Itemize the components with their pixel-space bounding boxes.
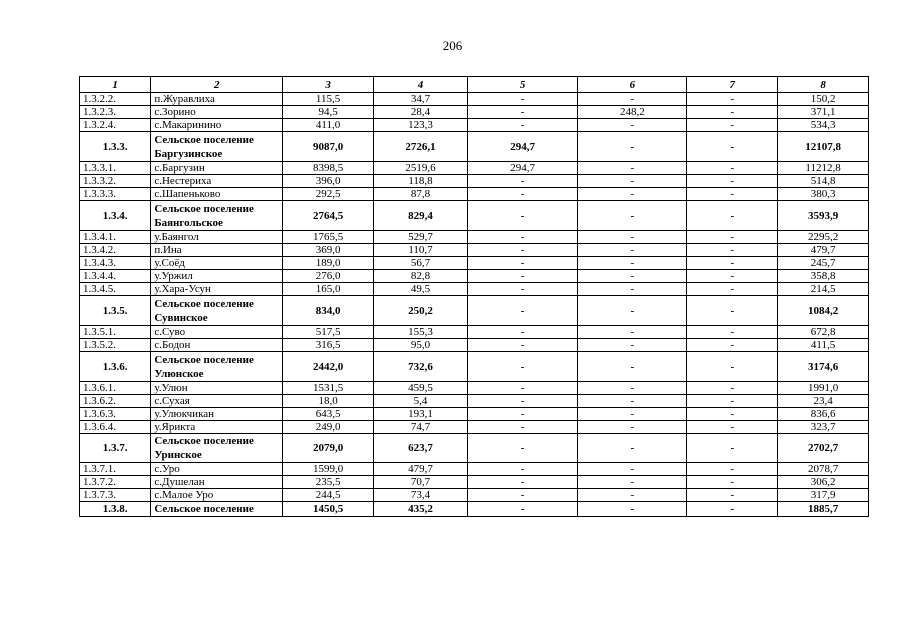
value-cell: - <box>578 421 687 434</box>
value-cell: - <box>578 434 687 463</box>
value-cell: 110,7 <box>373 244 467 257</box>
settlement-group-row <box>80 132 869 162</box>
code-cell: 1.3.2.2. <box>80 93 151 106</box>
name-cell: п.Ина <box>151 244 283 257</box>
value-cell: 317,9 <box>778 489 869 502</box>
value-cell: - <box>468 408 578 421</box>
table-row <box>80 395 869 408</box>
value-cell: - <box>578 175 687 188</box>
value-cell: - <box>687 463 778 476</box>
code-cell: 1.3.3.1. <box>80 162 151 175</box>
value-cell: 189,0 <box>283 257 374 270</box>
value-cell: - <box>468 339 578 352</box>
table-row <box>80 421 869 434</box>
header-cell: 8 <box>778 77 869 93</box>
settlement-group-row <box>80 352 869 382</box>
table-row <box>80 382 869 395</box>
code-cell: 1.3.5. <box>80 296 151 326</box>
code-cell: 1.3.3.3. <box>80 188 151 201</box>
value-cell: 479,7 <box>778 244 869 257</box>
value-cell: 732,6 <box>373 352 467 382</box>
value-cell: 94,5 <box>283 106 374 119</box>
value-cell: - <box>687 296 778 326</box>
value-cell: - <box>468 283 578 296</box>
page-number: 206 <box>442 38 463 53</box>
value-cell: - <box>578 162 687 175</box>
value-cell: - <box>687 93 778 106</box>
value-cell: - <box>468 463 578 476</box>
value-cell: 193,1 <box>373 408 467 421</box>
value-cell: 435,2 <box>373 502 467 517</box>
header-cell: 5 <box>468 77 578 93</box>
value-cell: 34,7 <box>373 93 467 106</box>
value-cell: - <box>578 132 687 162</box>
value-cell: 150,2 <box>778 93 869 106</box>
code-cell: 1.3.6.3. <box>80 408 151 421</box>
value-cell: 95,0 <box>373 339 467 352</box>
value-cell: - <box>687 434 778 463</box>
code-cell: 1.3.7. <box>80 434 151 463</box>
settlement-group-row <box>80 201 869 231</box>
value-cell: - <box>687 270 778 283</box>
value-cell: - <box>578 93 687 106</box>
table-row <box>80 270 869 283</box>
value-cell: 380,3 <box>778 188 869 201</box>
value-cell: 49,5 <box>373 283 467 296</box>
name-cell: у.Уржил <box>151 270 283 283</box>
value-cell: 1991,0 <box>778 382 869 395</box>
value-cell: 18,0 <box>283 395 374 408</box>
value-cell: 672,8 <box>778 326 869 339</box>
name-cell: у.Баянгол <box>151 231 283 244</box>
value-cell: - <box>687 132 778 162</box>
value-cell: 165,0 <box>283 283 374 296</box>
name-cell: с.Сухая <box>151 395 283 408</box>
value-cell: - <box>578 352 687 382</box>
value-cell: 2764,5 <box>283 201 374 231</box>
settlement-group-row <box>80 296 869 326</box>
value-cell: - <box>578 231 687 244</box>
value-cell: 250,2 <box>373 296 467 326</box>
value-cell: 115,5 <box>283 93 374 106</box>
value-cell: 56,7 <box>373 257 467 270</box>
table-row <box>80 162 869 175</box>
value-cell: 459,5 <box>373 382 467 395</box>
value-cell: 836,6 <box>778 408 869 421</box>
value-cell: 358,8 <box>778 270 869 283</box>
table-row <box>80 283 869 296</box>
value-cell: - <box>687 175 778 188</box>
value-cell: 411,5 <box>778 339 869 352</box>
value-cell: 294,7 <box>468 162 578 175</box>
code-cell: 1.3.4. <box>80 201 151 231</box>
name-cell: с.Малое Уро <box>151 489 283 502</box>
value-cell: - <box>687 489 778 502</box>
value-cell: - <box>687 188 778 201</box>
name-cell: у.Ярикта <box>151 421 283 434</box>
value-cell: 396,0 <box>283 175 374 188</box>
code-cell: 1.3.4.5. <box>80 283 151 296</box>
table-row <box>80 175 869 188</box>
value-cell: - <box>468 382 578 395</box>
value-cell: 9087,0 <box>283 132 374 162</box>
value-cell: - <box>687 257 778 270</box>
value-cell: 244,5 <box>283 489 374 502</box>
value-cell: 74,7 <box>373 421 467 434</box>
value-cell: 5,4 <box>373 395 467 408</box>
value-cell: - <box>687 395 778 408</box>
value-cell: 829,4 <box>373 201 467 231</box>
name-cell: с.Бодон <box>151 339 283 352</box>
code-cell: 1.3.6.2. <box>80 395 151 408</box>
value-cell: 73,4 <box>373 489 467 502</box>
value-cell: - <box>468 231 578 244</box>
value-cell: - <box>468 476 578 489</box>
value-cell: - <box>468 502 578 517</box>
value-cell: 8398,5 <box>283 162 374 175</box>
value-cell: 517,5 <box>283 326 374 339</box>
value-cell: 2079,0 <box>283 434 374 463</box>
value-cell: 1599,0 <box>283 463 374 476</box>
value-cell: - <box>687 421 778 434</box>
name-cell: у.Улюкчикан <box>151 408 283 421</box>
code-cell: 1.3.7.3. <box>80 489 151 502</box>
value-cell: - <box>578 244 687 257</box>
value-cell: 123,3 <box>373 119 467 132</box>
table-row <box>80 489 869 502</box>
name-cell: с.Нестериха <box>151 175 283 188</box>
value-cell: - <box>468 395 578 408</box>
value-cell: - <box>468 175 578 188</box>
value-cell: 2295,2 <box>778 231 869 244</box>
value-cell: - <box>578 257 687 270</box>
value-cell: 82,8 <box>373 270 467 283</box>
value-cell: - <box>468 421 578 434</box>
value-cell: - <box>468 326 578 339</box>
value-cell: 70,7 <box>373 476 467 489</box>
name-cell: п.Журавлиха <box>151 93 283 106</box>
value-cell: 23,4 <box>778 395 869 408</box>
header-cell: 1 <box>80 77 151 93</box>
value-cell: - <box>578 270 687 283</box>
table-row <box>80 257 869 270</box>
value-cell: - <box>687 339 778 352</box>
value-cell: - <box>468 119 578 132</box>
value-cell: 1765,5 <box>283 231 374 244</box>
value-cell: - <box>578 339 687 352</box>
code-cell: 1.3.4.3. <box>80 257 151 270</box>
value-cell: 276,0 <box>283 270 374 283</box>
table-row <box>80 106 869 119</box>
value-cell: 248,2 <box>578 106 687 119</box>
table-row <box>80 326 869 339</box>
value-cell: - <box>687 119 778 132</box>
value-cell: 323,7 <box>778 421 869 434</box>
code-cell: 1.3.4.4. <box>80 270 151 283</box>
value-cell: 643,5 <box>283 408 374 421</box>
name-cell: Сельское поселение Улюнское <box>151 352 283 382</box>
value-cell: - <box>578 395 687 408</box>
table-row <box>80 463 869 476</box>
value-cell: 1885,7 <box>778 502 869 517</box>
value-cell: 12107,8 <box>778 132 869 162</box>
code-cell: 1.3.2.4. <box>80 119 151 132</box>
code-cell: 1.3.4.2. <box>80 244 151 257</box>
code-cell: 1.3.8. <box>80 502 151 517</box>
value-cell: - <box>687 283 778 296</box>
name-cell: с.Суво <box>151 326 283 339</box>
value-cell: - <box>578 283 687 296</box>
name-cell: Сельское поселение Сувинское <box>151 296 283 326</box>
value-cell: 369,0 <box>283 244 374 257</box>
code-cell: 1.3.2.3. <box>80 106 151 119</box>
value-cell: - <box>468 352 578 382</box>
value-cell: - <box>687 231 778 244</box>
value-cell: - <box>468 201 578 231</box>
value-cell: - <box>578 476 687 489</box>
value-cell: - <box>687 476 778 489</box>
settlement-group-row <box>80 434 869 463</box>
name-cell: у.Хара-Усун <box>151 283 283 296</box>
value-cell: 316,5 <box>283 339 374 352</box>
code-cell: 1.3.6.1. <box>80 382 151 395</box>
value-cell: - <box>578 201 687 231</box>
value-cell: - <box>468 93 578 106</box>
value-cell: - <box>468 106 578 119</box>
value-cell: 11212,8 <box>778 162 869 175</box>
name-cell: Сельское поселение Баргузинское <box>151 132 283 162</box>
value-cell: 534,3 <box>778 119 869 132</box>
table-row <box>80 188 869 201</box>
value-cell: 2726,1 <box>373 132 467 162</box>
value-cell: 87,8 <box>373 188 467 201</box>
value-cell: 155,3 <box>373 326 467 339</box>
value-cell: 2078,7 <box>778 463 869 476</box>
value-cell: - <box>468 257 578 270</box>
name-cell: Сельское поселение <box>151 502 283 517</box>
name-cell: с.Зорино <box>151 106 283 119</box>
name-cell: с.Душелан <box>151 476 283 489</box>
code-cell: 1.3.7.1. <box>80 463 151 476</box>
name-cell: Сельское поселение Баянгольское <box>151 201 283 231</box>
header-cell: 4 <box>373 77 467 93</box>
value-cell: 479,7 <box>373 463 467 476</box>
value-cell: 118,8 <box>373 175 467 188</box>
value-cell: 292,5 <box>283 188 374 201</box>
name-cell: у.Соёд <box>151 257 283 270</box>
header-cell: 3 <box>283 77 374 93</box>
header-cell: 7 <box>687 77 778 93</box>
value-cell: 411,0 <box>283 119 374 132</box>
table-row <box>80 339 869 352</box>
code-cell: 1.3.4.1. <box>80 231 151 244</box>
value-cell: - <box>468 270 578 283</box>
value-cell: 2519,6 <box>373 162 467 175</box>
code-cell: 1.3.3. <box>80 132 151 162</box>
value-cell: - <box>687 352 778 382</box>
value-cell: 2442,0 <box>283 352 374 382</box>
data-table <box>79 76 869 517</box>
value-cell: 3593,9 <box>778 201 869 231</box>
value-cell: - <box>687 326 778 339</box>
code-cell: 1.3.3.2. <box>80 175 151 188</box>
value-cell: 214,5 <box>778 283 869 296</box>
value-cell: 371,1 <box>778 106 869 119</box>
value-cell: 1084,2 <box>778 296 869 326</box>
value-cell: - <box>578 188 687 201</box>
name-cell: у.Улюн <box>151 382 283 395</box>
header-cell: 2 <box>151 77 283 93</box>
value-cell: - <box>468 244 578 257</box>
value-cell: 294,7 <box>468 132 578 162</box>
table-header-row <box>80 77 869 93</box>
value-cell: 529,7 <box>373 231 467 244</box>
value-cell: - <box>578 463 687 476</box>
value-cell: - <box>468 434 578 463</box>
table-row <box>80 476 869 489</box>
table-row <box>80 231 869 244</box>
settlement-group-row <box>80 502 869 517</box>
value-cell: 834,0 <box>283 296 374 326</box>
value-cell: 623,7 <box>373 434 467 463</box>
table-row <box>80 119 869 132</box>
value-cell: - <box>578 489 687 502</box>
table-row <box>80 244 869 257</box>
value-cell: 235,5 <box>283 476 374 489</box>
name-cell: с.Баргузин <box>151 162 283 175</box>
table-row <box>80 408 869 421</box>
value-cell: - <box>578 408 687 421</box>
value-cell: 1450,5 <box>283 502 374 517</box>
value-cell: - <box>687 244 778 257</box>
value-cell: - <box>687 106 778 119</box>
value-cell: 28,4 <box>373 106 467 119</box>
code-cell: 1.3.7.2. <box>80 476 151 489</box>
value-cell: 3174,6 <box>778 352 869 382</box>
value-cell: - <box>468 296 578 326</box>
value-cell: 249,0 <box>283 421 374 434</box>
value-cell: - <box>687 201 778 231</box>
value-cell: - <box>468 489 578 502</box>
value-cell: - <box>687 382 778 395</box>
value-cell: - <box>687 502 778 517</box>
name-cell: Сельское поселение Уринское <box>151 434 283 463</box>
code-cell: 1.3.6. <box>80 352 151 382</box>
name-cell: с.Шапеньково <box>151 188 283 201</box>
value-cell: 2702,7 <box>778 434 869 463</box>
value-cell: - <box>687 162 778 175</box>
table-row <box>80 93 869 106</box>
value-cell: - <box>578 119 687 132</box>
value-cell: 514,8 <box>778 175 869 188</box>
value-cell: - <box>578 502 687 517</box>
value-cell: 245,7 <box>778 257 869 270</box>
name-cell: с.Макаринино <box>151 119 283 132</box>
code-cell: 1.3.5.2. <box>80 339 151 352</box>
value-cell: - <box>687 408 778 421</box>
code-cell: 1.3.5.1. <box>80 326 151 339</box>
code-cell: 1.3.6.4. <box>80 421 151 434</box>
name-cell: с.Уро <box>151 463 283 476</box>
header-cell: 6 <box>578 77 687 93</box>
value-cell: 1531,5 <box>283 382 374 395</box>
value-cell: - <box>468 188 578 201</box>
value-cell: - <box>578 296 687 326</box>
value-cell: - <box>578 326 687 339</box>
value-cell: 306,2 <box>778 476 869 489</box>
value-cell: - <box>578 382 687 395</box>
